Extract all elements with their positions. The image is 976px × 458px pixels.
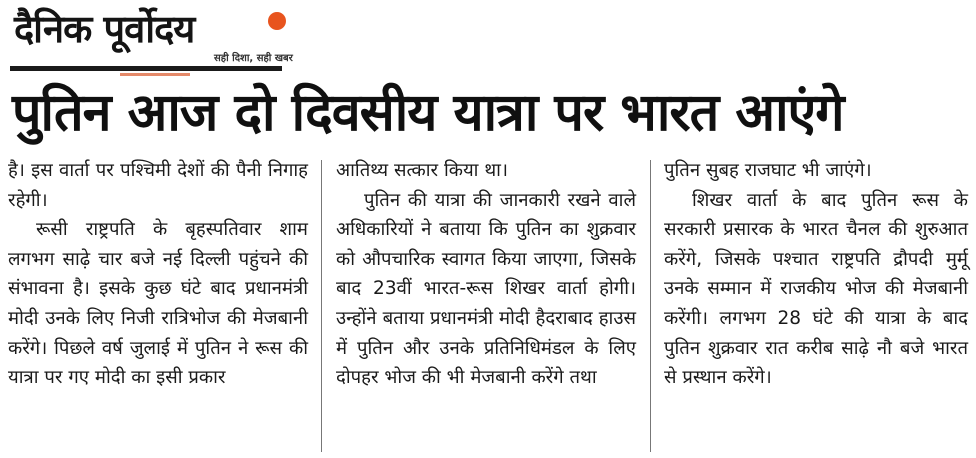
column-1-paragraph-2: रूसी राष्ट्रपति के बृहस्पतिवार शाम लगभग साढ़े चार बजे नई दिल्ली पहुंचने की संभावना है। इसके कुछ घंटे बाद प्रधानमंत्री मोदी उनके लिए निजी रात्रिभोज की मेजबानी करेंगे। पिछले वर्ष जुलाई में पुतिन ने रूस की यात्रा पर गए मोदी का इसी प्रकार: [8, 219, 308, 389]
logo-dot-icon: [268, 12, 286, 30]
newspaper-logo: दैनिक पूर्वोदय: [14, 7, 195, 51]
column-2-paragraph-2: पुतिन की यात्रा की जानकारी रखने वाले अधिकारियों ने बताया कि पुतिन का शुक्रवार को औपचारिक स्वागत किया जाएगा, जिसके बाद 23वीं भारत-रूस शिखर वार्ता होगी। उन्होंने बताया प्रधानमंत्री मोदी हैदराबाद हाउस में पुतिन और उनके प्रतिनिधिमंडल के लिए दोपहर भोज की भी मेजबानी करेंगे तथा: [336, 189, 636, 389]
article-column-1: [8, 156, 308, 456]
article-headline: पुतिन आज दो दिवसीय यात्रा पर भारत आएंगे: [12, 83, 844, 143]
column-3-paragraph-1: पुतिन सुबह राजघाट भी जाएंगे।: [664, 160, 872, 181]
masthead-subrule: [120, 73, 190, 76]
masthead: [14, 6, 293, 74]
column-1-paragraph-1: है। इस वार्ता पर पश्चिमी देशों की पैनी निगाह रहेगी।: [8, 160, 308, 211]
masthead-rule: [10, 66, 282, 71]
column-divider-2: [650, 160, 651, 452]
column-2-paragraph-1: आतिथ्य सत्कार किया था।: [336, 160, 508, 181]
article-column-2: [336, 156, 636, 456]
newspaper-tagline: सही दिशा, सही खबर: [214, 53, 293, 64]
column-3-paragraph-2: शिखर वार्ता के बाद पुतिन रूस के सरकारी प्रसारक के भारत चैनल की शुरुआत करेंगे, जिसके पश्चात राष्ट्रपति द्रौपदी मुर्मू उनके सम्मान में राजकीय भोज की मेजबानी करेंगी। लगभग 28 घंटे की यात्रा के बाद पुतिन शुक्रवार रात करीब साढ़े नौ बजे भारत से प्रस्थान करेंगे।: [664, 189, 968, 389]
article-column-3: [664, 156, 968, 456]
column-divider-1: [321, 160, 322, 452]
